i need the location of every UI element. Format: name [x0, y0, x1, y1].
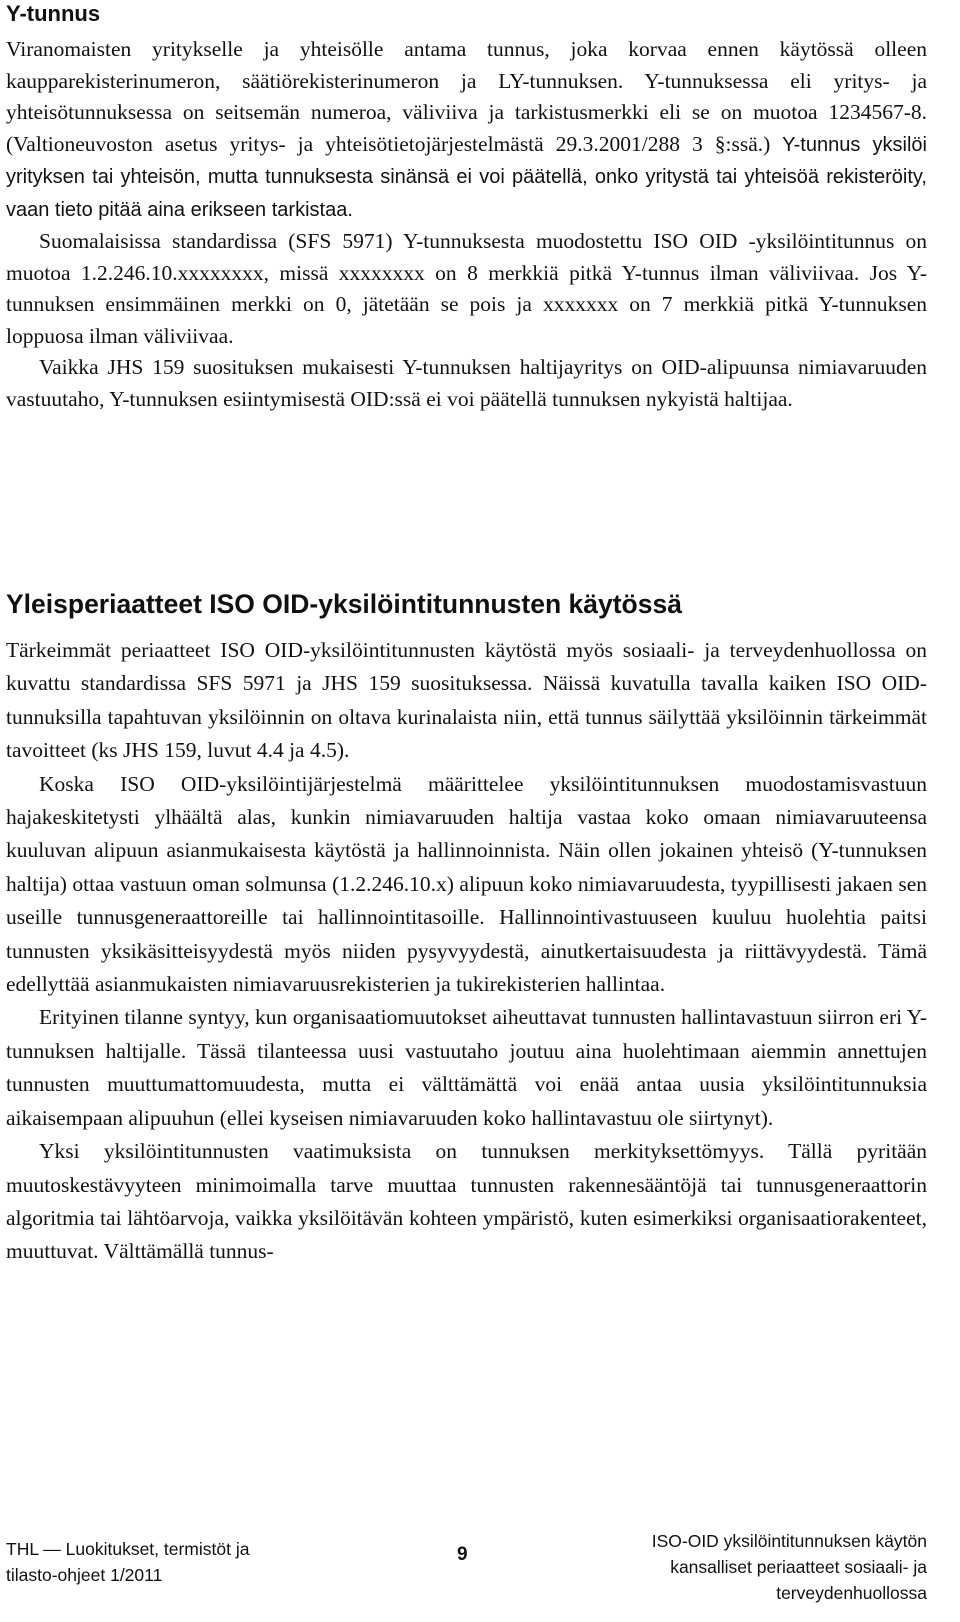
section-paragraph-4: Yksi yksilöintitunnusten vaatimuksista on tunnuksen merkityksettömyys. Tällä pyritään muutoskestävyyteen minimoimalla tarve muuttaa tunnusten rakennesääntöjä tai tunnusgeneraattorin algoritmia tai lähtöarvoja, vaikka yksilöitävän kohteen ympäristö, kuten esimerkiksi organisaatiorakenteet, muuttuvat. Välttämällä tunnus- [6, 1139, 927, 1264]
term-definition [6, 34, 927, 415]
footer-document-title [567, 1528, 927, 1606]
section-paragraph-1: Tärkeimmät periaatteet ISO OID-yksilöintitunnusten käytöstä myös sosiaali- ja terveydenhuollossa on kuvattu standardissa SFS 5971 ja JHS 159 suosituksessa. Näissä kuvatulla tavalla kaiken ISO OID-tunnuksilla tapahtuvan yksilöinnin on oltava kurinalaista niin, että tunnus säilyttää yksilöinnin tärkeimmät tavoitteet (ks JHS 159, luvut 4.4 ja 4.5). [6, 638, 927, 763]
term-paragraph-1-part-a: Viranomaisten yritykselle ja yhteisölle antama tunnus, joka korvaa ennen käytössä olleen kaupparekisterinumeron, säätiörekisterinumeron ja LY-tunnuksen. Y-tunnuksessa eli yritys- ja yhteisötunnuksessa on seitsemän numeroa, väliviiva ja tarkistusmerkki eli se on muotoa 1234567-8. (Valtioneuvoston asetus yritys- ja yhteisötietojärjestelmästä 29.3.2001/288 3 §:ssä.) [6, 37, 927, 156]
term-heading: Y-tunnus [6, 1, 101, 26]
term-paragraph-1 [6, 34, 927, 226]
page-footer [6, 1528, 927, 1618]
section-paragraph-2: Koska ISO OID-yksilöintijärjestelmä määrittelee yksilöintitunnuksen muodostamisvastuun hajakeskitetysti ylhäältä alas, kunkin nimiavaruuden haltija vastaa koko omaan nimiavaruuteensa kuuluvan alipuun asianmukaisesta käytöstä ja hallinnoinnista. Näin ollen jokainen yhteisö (Y-tunnuksen haltija) ottaa vastuun oman solmunsa (1.2.246.10.x) alipuun koko nimiavaruudesta, tyypillisesti jakaen sen useille tunnusgeneraattoreille tai hallinnointitasoille. Hallinnointivastuuseen kuuluu huolehtia paitsi tunnusten yksikäsitteisyydestä myös niiden pysyvyydestä, ainutkertaisuudesta ja riittävyydestä. Tämä edellyttää asianmukaisten nimiavaruusrekisterien ja tukirekisterien hallintaa. [6, 771, 927, 997]
section-heading: Yleisperiaatteet ISO OID-yksilöintitunnusten käytössä [6, 589, 682, 619]
section-body [6, 634, 927, 1269]
section-paragraph-3: Erityinen tilanne syntyy, kun organisaatiomuutokset aiheuttavat tunnusten hallintavastuun siirron eri Y-tunnuksen haltijalle. Tässä tilanteessa uusi vastuutaho joutuu aina huolehtimaan aiemmin annettujen tunnusten muuttumattomuudesta, mutta ei välttämättä voi enää antaa uusia yksilöintitunnuksia aikaisempaan alipuuhun (ellei kyseisen nimiavaruuden koko hallintavastuu ole siirtynyt). [6, 1005, 927, 1130]
term-paragraph-3: Vaikka JHS 159 suosituksen mukaisesti Y-tunnuksen haltijayritys on OID-alipuunsa nimiavaruuden vastuutaho, Y-tunnuksen esiintymisestä OID:ssä ei voi päätellä tunnuksen nykyistä haltijaa. [6, 355, 927, 411]
footer-publication-line-1: THL — Luokitukset, termistöt ja [6, 1539, 250, 1559]
footer-title-line-1: ISO-OID yksilöintitunnuksen käytön [651, 1531, 927, 1551]
footer-title-line-2: kansalliset periaatteet sosiaali- ja [670, 1557, 927, 1577]
footer-publication [6, 1536, 326, 1588]
page-number: 9 [457, 1544, 468, 1565]
term-paragraph-2: Suomalaisissa standardissa (SFS 5971) Y-tunnuksesta muodostettu ISO OID -yksilöintitunnus on muotoa 1.2.246.10.xxxxxxxx, missä xxxxxxxx on 8 merkkiä pitkä Y-tunnus ilman väliviivaa. Jos Y-tunnuksen ensimmäinen merkki on 0, jätetään se pois ja xxxxxxx on 7 merkkiä pitkä Y-tunnuksen loppuosa ilman väliviivaa. [6, 229, 927, 348]
footer-publication-line-2: tilasto-ohjeet 1/2011 [6, 1565, 163, 1585]
footer-title-line-3: terveydenhuollossa [776, 1583, 927, 1603]
term-paragraph-1-part-b: Y-tunnus yksilöi yrityksen tai yhteisön, mutta tunnuksesta sinänsä ei voi päätellä, onko yritystä tai yhteisöä rekisteröity, vaan tieto pitää aina erikseen tarkistaa. [6, 133, 927, 221]
